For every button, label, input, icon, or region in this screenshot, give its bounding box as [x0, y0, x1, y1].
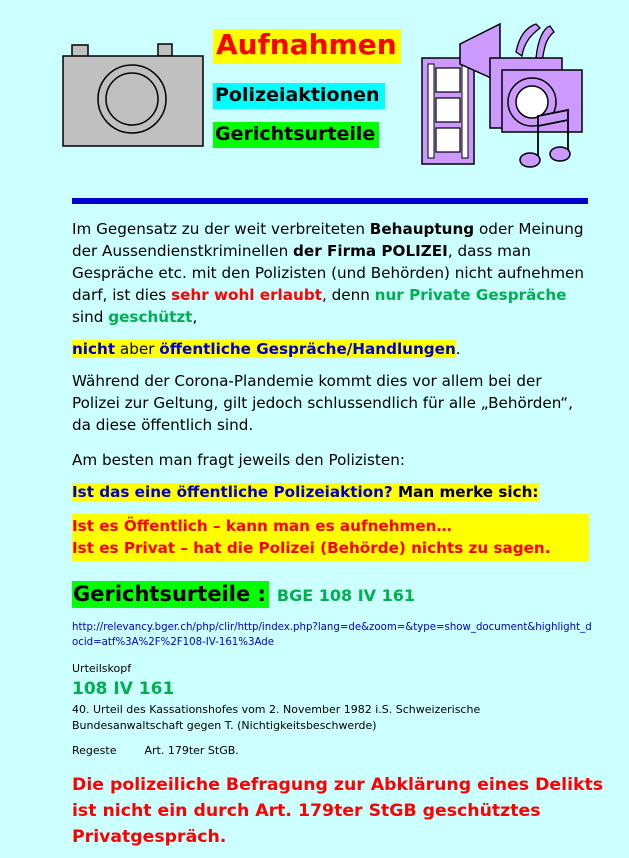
regeste-line: [72, 744, 239, 757]
court-heading: [72, 582, 415, 606]
notice-nicht: nicht: [72, 340, 116, 358]
subtitle-polizeiaktionen: Polizeiaktionen: [213, 83, 385, 109]
question-line: [72, 481, 592, 503]
intro-firma-polizei: der Firma POLIZEI: [293, 242, 448, 260]
intro-text-11: ,: [192, 308, 198, 326]
intro-text-1: Im Gegensatz zu der weit verbreiteten: [72, 220, 370, 238]
intro-text-5: , dass man Gespräche etc. mit den Polizisten (und Behörden) nicht aufnehmen darf, ist dies: [72, 242, 585, 304]
court-link[interactable]: http://relevancy.bger.ch/php/clir/http/index.php?lang=de&zoom=&type=show_document&highlight_docid=atf%3A%2F%2F108-IV-161%3Ade: [72, 622, 592, 648]
header-divider: [72, 198, 588, 204]
intro-private-gespraeche: nur Private Gespräche: [374, 286, 567, 304]
question-text: Ist das eine öffentliche Polizeiaktion?: [72, 483, 393, 501]
case-number: 108 IV 161: [72, 679, 175, 699]
intro-text-9: sind: [72, 308, 109, 326]
camera-icon: [62, 42, 204, 148]
regeste-value: Art. 179ter StGB.: [144, 744, 239, 757]
court-heading-label: Gerichtsurteile :: [72, 581, 269, 608]
bge-reference: BGE 108 IV 161: [276, 586, 416, 605]
intro-text-3: oder Meinung der Aussendienstkriminellen: [72, 220, 584, 260]
rules-block: [72, 514, 589, 561]
notice-line: [72, 338, 592, 360]
court-conclusion: Die polizeiliche Befragung zur Abklärung eines Delikts ist nicht ein durch Art. 179ter StGB geschütztes Privatgespräch.: [72, 775, 604, 847]
intro-erlaubt: sehr wohl erlaubt: [171, 286, 322, 304]
intro-geschuetzt: geschützt: [108, 308, 193, 326]
rule-privat: Ist es Privat – hat die Polizei (Behörde) nichts zu sagen.: [72, 539, 551, 557]
page-title: Aufnahmen: [213, 29, 401, 64]
intro-paragraph: [72, 218, 592, 328]
notice-period: .: [455, 340, 461, 358]
corona-paragraph: Während der Corona-Plandemie kommt dies vor allem bei der Polizei zur Geltung, gilt jedoch schlussendlich für alle „Behörden“, da diese öffentlich sind.: [72, 372, 573, 434]
intro-text-7: , denn: [321, 286, 375, 304]
question-merke: Man merke sich:: [392, 483, 539, 501]
notice-text-2: aber: [115, 340, 160, 358]
urteil-description: 40. Urteil des Kassationshofes vom 2. November 1982 i.S. Schweizerische Bundesanwaltschaft gegen T. (Nichtigkeitsbeschwerde): [72, 703, 481, 732]
notice-oeffentliche: öffentliche Gespräche/Handlungen: [159, 340, 456, 358]
media-icon: [420, 22, 585, 170]
advice-line: Am besten man fragt jeweils den Polizisten:: [72, 451, 405, 469]
intro-behauptung: Behauptung: [369, 220, 475, 238]
rule-oeffentlich: Ist es Öffentlich – kann man es aufnehmen…: [72, 517, 452, 535]
regeste-label: Regeste: [72, 744, 117, 757]
subtitle-gerichtsurteile: Gerichtsurteile: [213, 122, 379, 148]
urteilskopf-label: Urteilskopf: [72, 662, 132, 675]
